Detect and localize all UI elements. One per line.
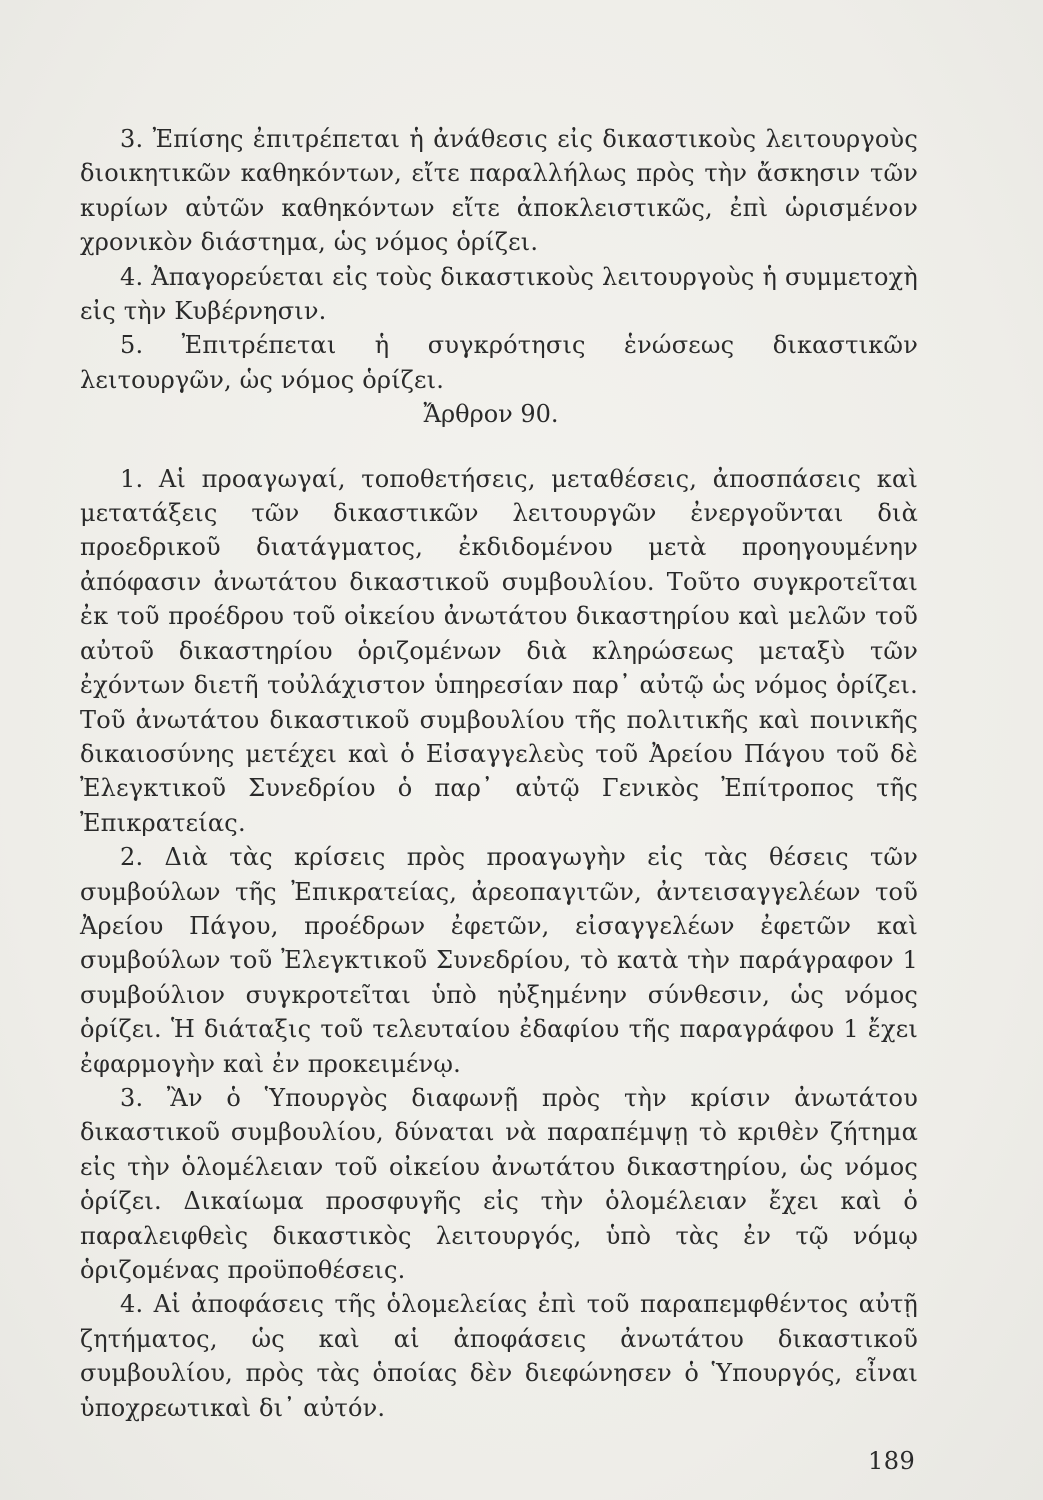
body-text (80, 122, 918, 1425)
paragraph-90-3: 3. Ἂν ὁ Ὑπουργὸς διαφωνῇ πρὸς τὴν κρίσιν ἀνωτάτου δικαστικοῦ συμβουλίου, δύναται νὰ παραπέμψῃ τὸ κριθὲν ζήτημα εἰς τὴν ὁλομέλειαν τοῦ οἰκείου ἀνωτάτου δικαστηρίου, ὡς νόμος ὁρίζει. Δικαίωμα προσφυγῆς εἰς τὴν ὁλομέλειαν ἔχει καὶ ὁ παραλειφθεὶς δικαστικὸς λειτουργός, ὑπὸ τὰς ἐν τῷ νόμῳ ὁριζομένας προϋποθέσεις. (80, 1083, 918, 1284)
page-number: 189 (868, 1447, 916, 1475)
paragraph-90-1: 1. Αἱ προαγωγαί, τοποθετήσεις, μεταθέσεις, ἀποσπάσεις καὶ μετατάξεις τῶν δικαστικῶν λειτουργῶν ἐνεργοῦνται διὰ προεδρικοῦ διατάγματος, ἐκδιδομένου μετὰ προηγουμένην ἀπόφασιν ἀνωτάτου δικαστικοῦ συμβουλίου. Τοῦτο συγκροτεῖται ἐκ τοῦ προέδρου τοῦ οἰκείου ἀνωτάτου δικαστηρίου καὶ μελῶν τοῦ αὐτοῦ δικαστηρίου ὁριζομένων διὰ κληρώσεως μεταξὺ τῶν ἐχόντων διετῆ τοὐλάχιστον ὑπηρεσίαν παρ᾽ αὐτῷ ὡς νόμος ὁρίζει. Τοῦ ἀνωτάτου δικαστικοῦ συμβουλίου τῆς πολιτικῆς καὶ ποινικῆς δικαιοσύνης μετέχει καὶ ὁ Εἰσαγγελεὺς τοῦ Ἀρείου Πάγου τοῦ δὲ Ἐλεγκτικοῦ Συνεδρίου ὁ παρ᾽ αὐτῷ Γενικὸς Ἐπίτροπος τῆς Ἐπικρατείας. (80, 464, 918, 837)
paragraph-89-4: 4. Ἀπαγορεύεται εἰς τοὺς δικαστικοὺς λειτουργοὺς ἡ συμμετοχὴ εἰς τὴν Κυβέρνησιν. (80, 262, 918, 326)
paragraph-90-2: 2. Διὰ τὰς κρίσεις πρὸς προαγωγὴν εἰς τὰς θέσεις τῶν συμβούλων τῆς Ἐπικρατείας, ἀρεοπαγιτῶν, ἀντεισαγγελέων τοῦ Ἀρείου Πάγου, προέδρων ἐφετῶν, εἰσαγγελέων ἐφετῶν καὶ συμβούλων τοῦ Ἐλεγκτικοῦ Συνεδρίου, τὸ κατὰ τὴν παράγραφον 1 συμβούλιον συγκροτεῖται ὑπὸ ηὐξημένην σύνθεσιν, ὡς νόμος ὁρίζει. Ἡ διάταξις τοῦ τελευταίου ἐδαφίου τῆς παραγράφου 1 ἔχει ἐφαρμογὴν καὶ ἐν προκειμένῳ. (80, 843, 918, 1078)
paragraph-90-4: 4. Αἱ ἀποφάσεις τῆς ὁλομελείας ἐπὶ τοῦ παραπεμφθέντος αὐτῇ ζητήματος, ὡς καὶ αἱ ἀποφάσεις ἀνωτάτου δικαστικοῦ συμβουλίου, πρὸς τὰς ὁποίας δὲν διεφώνησεν ὁ Ὑπουργός, εἶναι ὑποχρεωτικαὶ δι᾽ αὐτόν. (80, 1290, 918, 1422)
paragraph-89-5: 5. Ἐπιτρέπεται ἡ συγκρότησις ἑνώσεως δικαστικῶν λειτουργῶν, ὡς νόμος ὁρίζει. (80, 331, 918, 394)
paragraph-89-3: 3. Ἐπίσης ἐπιτρέπεται ἡ ἀνάθεσις εἰς δικαστικοὺς λειτουργοὺς διοικητικῶν καθηκόντων, εἴτε παραλλήλως πρὸς τὴν ἄσκησιν τῶν κυρίων αὐτῶν καθηκόντων εἴτε ἀποκλειστικῶς, ἐπὶ ὡρισμένον χρονικὸν διάστημα, ὡς νόμος ὁρίζει. (80, 125, 918, 257)
article-90-heading: Ἄρθρον 90. (423, 400, 559, 429)
